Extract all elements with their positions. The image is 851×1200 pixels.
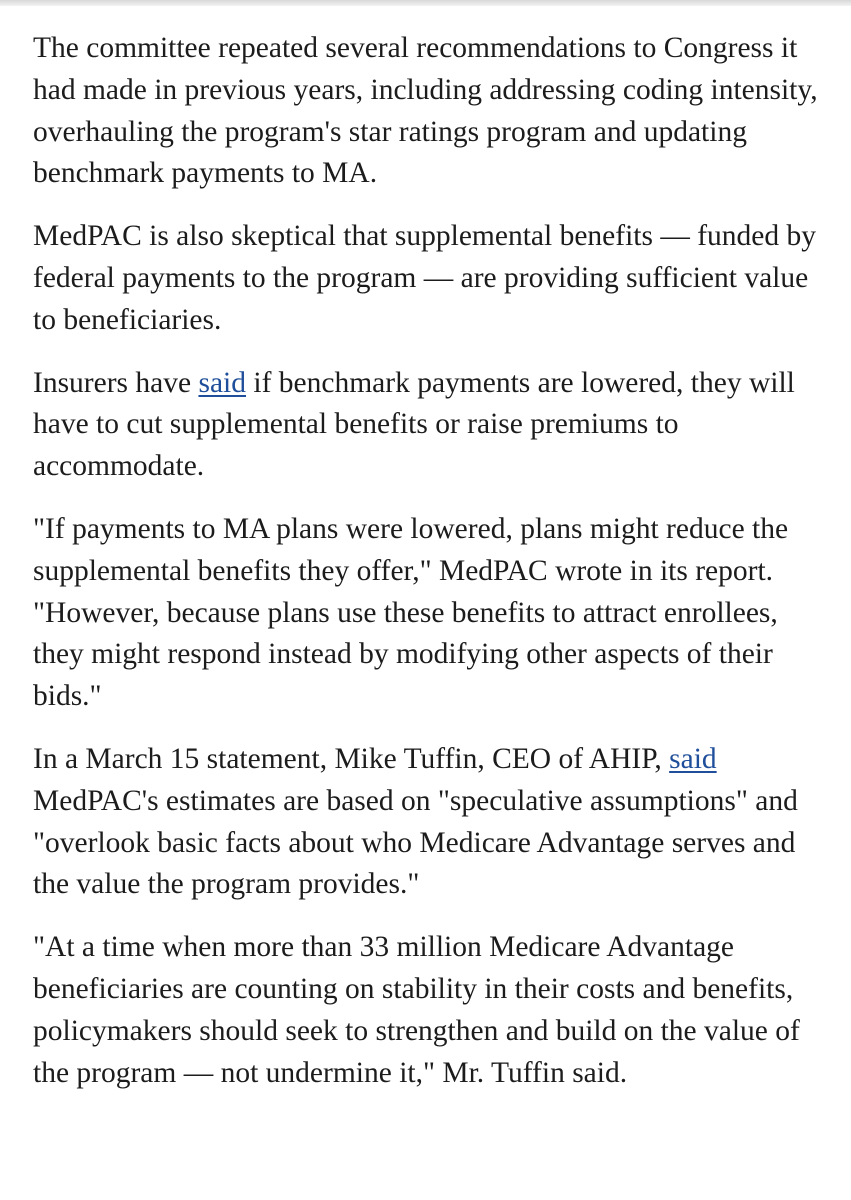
- paragraph-ahip-lead: In a March 15 statement, Mike Tuffin, CEO of AHIP,: [33, 742, 670, 775]
- top-divider: [0, 0, 851, 6]
- paragraph-medpac-quote: "If payments to MA plans were lowered, plans might reduce the supplemental benefits they offer," MedPAC wrote in its report. "However, because plans use these benefits to attract enrollees, they might respond instead by modifying other aspects of their bids.": [33, 512, 789, 713]
- said-link-insurers[interactable]: said: [198, 366, 246, 399]
- paragraph-ahip-statement: [33, 739, 833, 906]
- paragraph-medpac-skeptical: MedPAC is also skeptical that supplemental benefits — funded by federal payments to the program — are providing sufficient value to beneficiaries.: [33, 220, 817, 336]
- paragraph-insurers: [33, 363, 833, 488]
- article-body: [33, 28, 833, 1115]
- paragraph-ahip-tail: MedPAC's estimates are based on "speculative assumptions" and "overlook basic facts about who Medicare Advantage serves and the value the program provides.": [33, 784, 798, 901]
- paragraph-insurers-lead: Insurers have: [33, 366, 199, 399]
- paragraph-tuffin-quote: "At a time when more than 33 million Medicare Advantage beneficiaries are counting on stability in their costs and benefits, policymakers should seek to strengthen and build on the value of the program — not undermine it," Mr. Tuffin said.: [33, 931, 800, 1089]
- paragraph-insurers-tail: if benchmark payments are lowered, they will have to cut supplemental benefits or raise premiums to accommodate.: [33, 366, 795, 483]
- paragraph-recommendations: The committee repeated several recommendations to Congress it had made in previous years, including addressing coding intensity, overhauling the program's star ratings program and updating benchmark payments to MA.: [33, 32, 818, 190]
- said-link-ahip[interactable]: said: [669, 742, 717, 775]
